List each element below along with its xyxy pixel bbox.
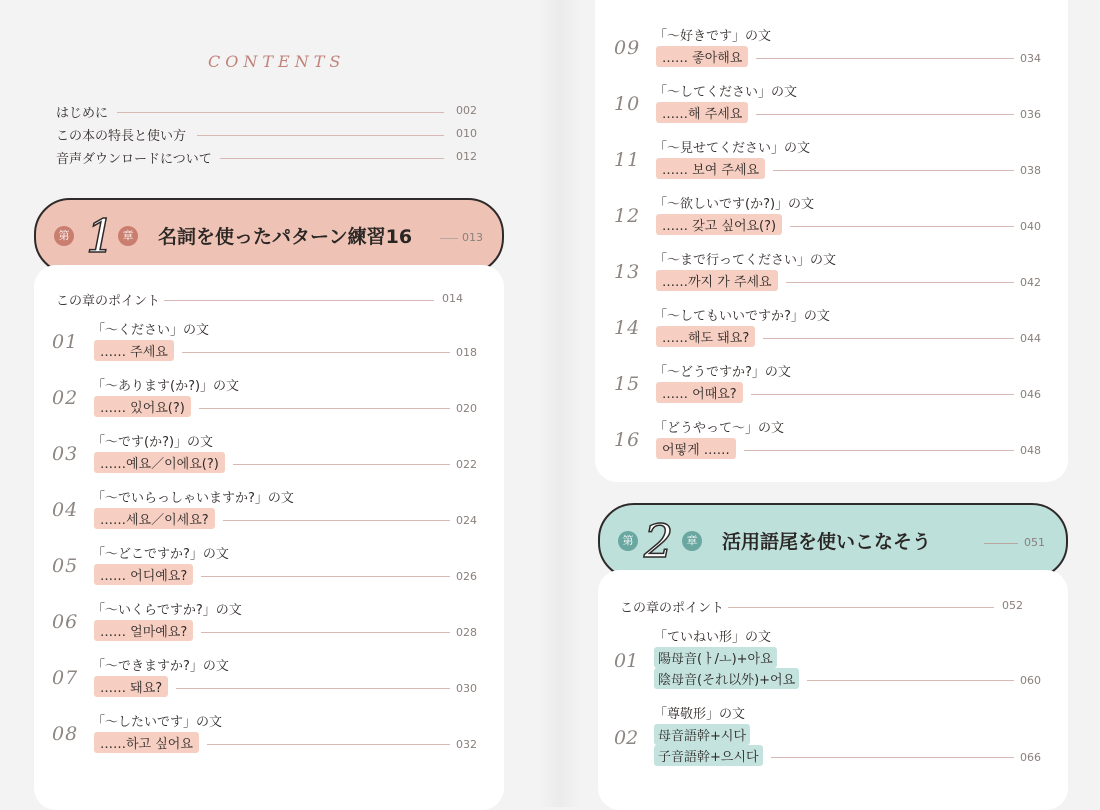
entry-number: 01 [52,331,79,353]
leader-line [790,226,1014,227]
entry-number: 14 [614,317,641,339]
chapter-2-point-item[interactable] [620,597,1046,617]
toc-item-label: はじめに [56,106,109,121]
leader-line [197,135,444,136]
entry-japanese-title: 「～いくらですか?」の文 [92,603,242,618]
entry-japanese-title: 「～欲しいです(か?)」の文 [654,197,815,212]
entry-korean-pattern: ……예요／이에요(?) [94,452,225,473]
chapter-2-entry[interactable] [614,626,1046,696]
chapter-2-entry[interactable] [614,703,1046,773]
entry-korean-rule-2: 子音語幹+으시다 [654,745,763,766]
entry-korean-pattern: ……세요／이세요? [94,508,215,529]
entry-korean-pattern: …… 돼요? [94,676,168,697]
leader-line [201,576,450,577]
entry-page-number: 034 [1020,52,1041,65]
chapter-2-title: 活用語尾を使いこなそう [722,531,932,553]
entry-japanese-title: 「～してもいいですか?」の文 [654,309,830,324]
book-gutter [540,0,580,807]
leader-line [199,408,450,409]
entry-japanese-title: 「～見せてください」の文 [654,141,811,156]
entry-number: 07 [52,667,79,689]
entry-number: 11 [614,149,641,171]
entry-page-number: 028 [456,626,477,639]
entry-japanese-title: 「どうやって～」の文 [654,421,785,436]
chapter-point-label: この章のポイント [56,294,161,309]
entry-korean-rule-1: 陽母音(ㅏ/ㅗ)+아요 [654,647,777,668]
chapter-1-entry[interactable] [614,137,1046,187]
chapter-1-entry[interactable] [614,25,1046,75]
chapter-1-entry[interactable] [614,305,1046,355]
entry-japanese-title: 「～でいらっしゃいますか?」の文 [92,491,294,506]
entry-japanese-title: 「～どうですか?」の文 [654,365,791,380]
chapter-1-banner[interactable] [34,198,504,274]
leader-line [744,450,1014,451]
chapter-2-leader [984,543,1018,544]
chapter-1-entry[interactable] [614,193,1046,243]
entry-korean-pattern: ……해 주세요 [656,102,748,123]
entry-japanese-title: 「～してください」の文 [654,85,798,100]
chapter-2-sho-prefix: 第 [618,531,638,551]
entry-korean-pattern: …… 어디예요? [94,564,193,585]
entry-number: 06 [52,611,79,633]
entry-page-number: 022 [456,458,477,471]
chapter-1-entry[interactable] [52,543,482,593]
entry-korean-pattern: …… 있어요(?) [94,396,191,417]
chapter-1-leader [440,238,458,239]
leader-line [807,680,1014,681]
chapter-1-entry[interactable] [52,711,482,761]
entry-japanese-title: 「尊敬形」の文 [654,707,746,722]
leader-line [763,338,1014,339]
entry-number: 02 [614,727,639,749]
leader-line [201,632,450,633]
leader-line [223,520,450,521]
front-matter-item[interactable] [56,148,486,168]
toc-item-label: この本の特長と使い方 [56,129,187,144]
leader-line [233,464,450,465]
entry-korean-pattern: …… 보여 주세요 [656,158,765,179]
chapter-1-title: 名詞を使ったパターン練習16 [158,226,413,248]
leader-line [773,170,1014,171]
entry-japanese-title: 「～好きです」の文 [654,29,772,44]
entry-korean-pattern: …… 좋아해요 [656,46,748,67]
entry-number: 10 [614,93,641,115]
leader-line [117,112,444,113]
toc-page-number: 002 [456,104,477,117]
entry-page-number: 046 [1020,388,1041,401]
entry-korean-pattern: …… 어때요? [656,382,743,403]
toc-page-number: 014 [442,292,463,305]
entry-korean-pattern: ……해도 돼요? [656,326,755,347]
chapter-1-number: 1 [86,209,116,263]
entry-page-number: 026 [456,570,477,583]
entry-japanese-title: 「～あります(か?)」の文 [92,379,240,394]
leader-line [756,58,1014,59]
chapter-1-page: 013 [462,231,483,244]
entry-korean-rule-2: 陰母音(それ以外)+어요 [654,668,799,689]
entry-page-number: 030 [456,682,477,695]
chapter-1-entry[interactable] [52,375,482,425]
entry-page-number: 036 [1020,108,1041,121]
leader-line [182,352,450,353]
chapter-1-entry[interactable] [52,599,482,649]
leader-line [176,688,450,689]
entry-korean-pattern: 어떻게 …… [656,438,736,459]
leader-line [728,607,994,608]
chapter-1-entry[interactable] [52,655,482,705]
entry-number: 16 [614,429,641,451]
chapter-1-entry[interactable] [614,417,1046,467]
chapter-2-number: 2 [644,514,674,568]
entry-number: 09 [614,37,641,59]
chapter-1-sho-suffix: 章 [118,226,138,246]
leader-line [164,300,434,301]
entry-korean-pattern: ……까지 가 주세요 [656,270,778,291]
leader-line [756,114,1014,115]
chapter-1-entry[interactable] [52,431,482,481]
toc-page-number: 052 [1002,599,1023,612]
contents-title: CONTENTS [208,52,346,71]
entry-page-number: 038 [1020,164,1041,177]
entry-number: 03 [52,443,79,465]
entry-japanese-title: 「～どこですか?」の文 [92,547,229,562]
entry-page-number: 032 [456,738,477,751]
chapter-2-banner[interactable] [598,503,1068,579]
front-matter-item[interactable] [56,125,486,145]
entry-page-number: 040 [1020,220,1041,233]
chapter-point-label: この章のポイント [620,601,725,616]
chapter-1-entry[interactable] [52,319,482,369]
toc-item-label: 音声ダウンロードについて [56,152,212,167]
leader-line [220,158,444,159]
leader-line [786,282,1014,283]
entry-korean-pattern: …… 얼마예요? [94,620,193,641]
entry-number: 13 [614,261,641,283]
entry-page-number: 044 [1020,332,1041,345]
chapter-2-sho-suffix: 章 [682,531,702,551]
entry-korean-pattern: ……하고 싶어요 [94,732,199,753]
entry-korean-pattern: …… 주세요 [94,340,174,361]
entry-page-number: 018 [456,346,477,359]
entry-page-number: 020 [456,402,477,415]
entry-page-number: 024 [456,514,477,527]
chapter-1-point-item[interactable] [56,290,486,310]
chapter-1-entry[interactable] [52,487,482,537]
entry-japanese-title: 「ていねい形」の文 [654,630,772,645]
entry-japanese-title: 「～ください」の文 [92,323,210,338]
entry-korean-rule-1: 母音語幹+시다 [654,724,750,745]
leader-line [771,757,1014,758]
entry-page-number: 048 [1020,444,1041,457]
entry-number: 04 [52,499,79,521]
entry-japanese-title: 「～できますか?」の文 [92,659,229,674]
front-matter-item[interactable] [56,102,486,122]
entry-number: 12 [614,205,641,227]
chapter-1-entry[interactable] [614,361,1046,411]
entry-korean-pattern: …… 갖고 싶어요(?) [656,214,782,235]
entry-japanese-title: 「～まで行ってください」の文 [654,253,837,268]
chapter-1-entry[interactable] [614,249,1046,299]
chapter-1-sho-prefix: 第 [54,226,74,246]
entry-number: 08 [52,723,79,745]
entry-page-number: 066 [1020,751,1041,764]
entry-number: 05 [52,555,79,577]
entry-page-number: 060 [1020,674,1041,687]
entry-japanese-title: 「～です(か?)」の文 [92,435,214,450]
toc-page-number: 010 [456,127,477,140]
entry-number: 01 [614,650,639,672]
entry-japanese-title: 「～したいです」の文 [92,715,223,730]
leader-line [751,394,1014,395]
leader-line [207,744,450,745]
entry-number: 02 [52,387,79,409]
toc-page-number: 012 [456,150,477,163]
chapter-2-page: 051 [1024,536,1045,549]
entry-number: 15 [614,373,641,395]
chapter-1-entry[interactable] [614,81,1046,131]
entry-page-number: 042 [1020,276,1041,289]
